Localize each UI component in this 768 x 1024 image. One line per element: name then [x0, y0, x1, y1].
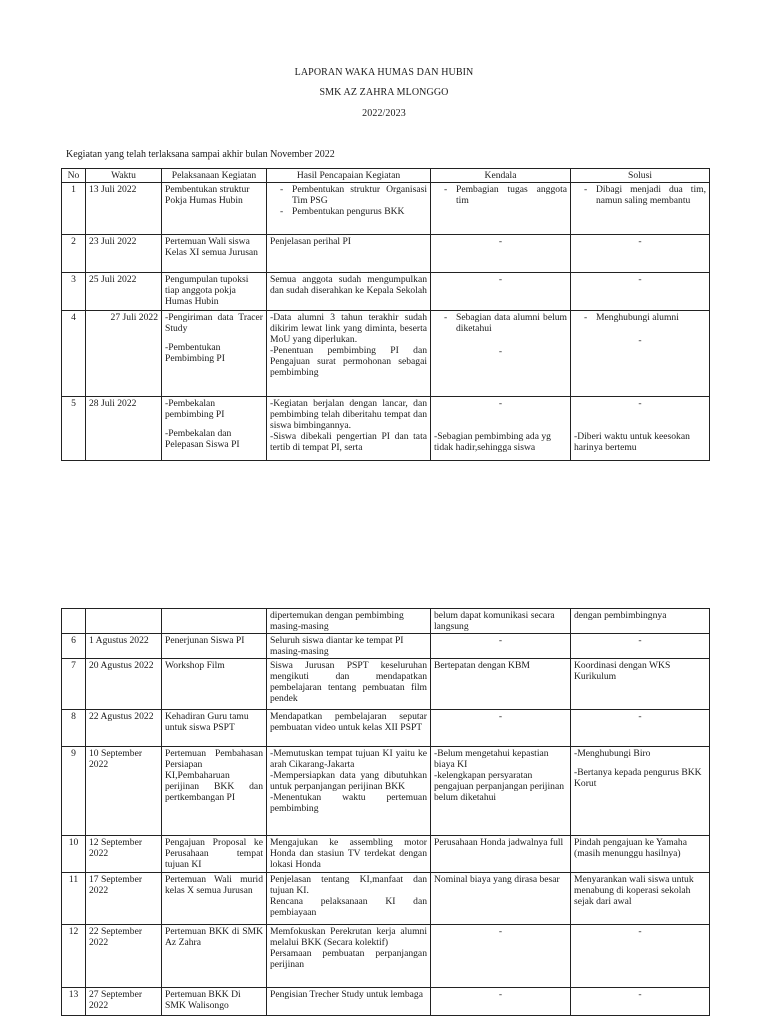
- row-solusi: -: [571, 235, 710, 273]
- cell-line: -Pembekalan dan Pelepasan Siswa PI: [165, 428, 240, 450]
- cell-line: Rencana pelaksanaan KI dan pembiayaan: [270, 896, 427, 918]
- table-row: [62, 397, 710, 461]
- cell-line: -Penentuan pembimbing PI dan Pengajuan surat permohonan sebagai pembimbing: [270, 345, 427, 378]
- row-hasil: [267, 183, 431, 235]
- row-solusi: -: [571, 925, 710, 988]
- row-waktu: 13 Juli 2022: [86, 183, 162, 235]
- table-row: [62, 925, 710, 988]
- cell-line: -Kegiatan berjalan dengan lancar, dan pembimbing telah diberitahu tempat dan siswa bimbingannya.: [270, 398, 427, 431]
- row-solusi: dengan pembimbingnya: [571, 609, 710, 634]
- row-hasil: Seluruh siswa diantar ke tempat PI masing-masing: [267, 634, 431, 659]
- row-waktu: 23 Juli 2022: [86, 235, 162, 273]
- row-pelaksanaan: Pertemuan Wali siswa Kelas XI semua Jurusan: [162, 235, 267, 273]
- table-row: [62, 634, 710, 659]
- row-no: 4: [62, 311, 86, 397]
- row-waktu: 25 Juli 2022: [86, 273, 162, 311]
- school-name: SMK AZ ZAHRA MLONGGO: [319, 87, 449, 98]
- table-row: [62, 183, 710, 235]
- row-hasil: Penjelasan perihal PI: [267, 235, 431, 273]
- row-kendala: Perusahaan Honda jadwalnya full: [431, 836, 571, 873]
- row-kendala: [431, 747, 571, 836]
- row-hasil: [267, 311, 431, 397]
- row-waktu: 20 Agustus 2022: [86, 659, 162, 710]
- table-row: [62, 659, 710, 710]
- cell-line: -kelengkapan persyaratan pengajuan perpanjangan perijinan belum diketahui: [434, 770, 564, 803]
- row-solusi: Menyarankan wali siswa untuk menabung di koperasi sekolah sejak dari awal: [571, 873, 710, 925]
- row-pelaksanaan: Pembentukan struktur Pokja Humas Hubin: [162, 183, 267, 235]
- cell-line: -: [638, 398, 642, 409]
- list-item: - Pembentukan pengurus BKK: [292, 206, 427, 217]
- cell-line: -Menentukan waktu pertemuan pembimbing: [270, 792, 427, 814]
- row-pelaksanaan: Pengumpulan tupoksi tiap anggota pokja Humas Hubin: [162, 273, 267, 311]
- report-title: LAPORAN WAKA HUMAS DAN HUBIN: [294, 67, 474, 78]
- table-row: [62, 988, 710, 1016]
- table-row: [62, 273, 710, 311]
- row-kendala: Bertepatan dengan KBM: [431, 659, 571, 710]
- row-no: 12: [62, 925, 86, 988]
- cell-line: -Bertanya kepada pengurus BKK Korut: [574, 767, 702, 789]
- cell-line: -Mempersiapkan data yang dibutuhkan untuk perpanjangan perijinan BKK: [270, 770, 427, 792]
- row-no: 7: [62, 659, 86, 710]
- table-row-continuation: [62, 609, 710, 634]
- row-solusi: Pindah pengajuan ke Yamaha (masih menunggu hasilnya): [571, 836, 710, 873]
- col-header-waktu: Waktu: [86, 169, 162, 183]
- row-kendala: [431, 397, 571, 461]
- row-pelaksanaan: Pengajuan Proposal ke Perusahaan tempat tujuan KI: [162, 836, 267, 873]
- cell-line: -: [638, 335, 642, 346]
- row-no: 13: [62, 988, 86, 1016]
- cell-line: Penjelasan tentang KI,manfaat dan tujuan KI.: [270, 874, 427, 896]
- row-hasil: dipertemukan dengan pembimbing masing-masing: [267, 609, 431, 634]
- row-waktu: 22 Agustus 2022: [86, 710, 162, 747]
- row-solusi: [571, 747, 710, 836]
- cell-line: -: [498, 398, 503, 409]
- cell-line: -Memutuskan tempat tujuan KI yaitu ke arah Cikarang-Jakarta: [270, 748, 427, 770]
- col-header-pelaksanaan: Pelaksanaan Kegiatan: [162, 169, 267, 183]
- list-item: - Sebagian data alumni belum diketahui: [456, 312, 567, 334]
- row-pelaksanaan: Pertemuan Pembahasan Persiapan KI,Pembaharuan perijinan BKK dan pertkembangan PI: [162, 747, 267, 836]
- table-row: [62, 747, 710, 836]
- row-waktu: 1 Agustus 2022: [86, 634, 162, 659]
- cell-line: -Belum mengetahui kepastian biaya KI: [434, 748, 549, 770]
- list-item: - Pembagian tugas anggota tim: [456, 184, 567, 206]
- row-pelaksanaan: Pertemuan Wali murid kelas X semua Jurusan: [162, 873, 267, 925]
- table-row: [62, 836, 710, 873]
- list-item: - Pembentukan struktur Organisasi Tim PSG: [292, 184, 427, 206]
- row-no: 11: [62, 873, 86, 925]
- row-solusi: [571, 311, 710, 397]
- cell-line: -Menghubungi Biro: [574, 748, 651, 759]
- row-kendala: -: [431, 925, 571, 988]
- row-solusi: [571, 183, 710, 235]
- table-row: [62, 311, 710, 397]
- row-solusi: -: [571, 988, 710, 1016]
- row-hasil: Mendapatkan pembelajaran seputar pembuatan video untuk kelas XII PSPT: [267, 710, 431, 747]
- table-row: [62, 710, 710, 747]
- school-year: 2022/2023: [362, 108, 406, 119]
- row-solusi: -: [571, 273, 710, 311]
- row-waktu: 12 September 2022: [86, 836, 162, 873]
- row-pelaksanaan: Pertemuan BKK Di SMK Walisongo: [162, 988, 267, 1016]
- cell-line: -Diberi waktu untuk keesokan harinya bertemu: [574, 431, 690, 453]
- row-solusi: -: [571, 710, 710, 747]
- row-solusi: [571, 397, 710, 461]
- row-hasil: Pengisian Trecher Study untuk lembaga: [267, 988, 431, 1016]
- row-hasil: [267, 925, 431, 988]
- row-solusi: -: [571, 634, 710, 659]
- cell-line: -Siswa dibekali pengertian PI dan tata tertib di tempat PI, serta: [270, 431, 427, 453]
- row-hasil: [267, 747, 431, 836]
- row-waktu: 10 September 2022: [86, 747, 162, 836]
- row-no: 8: [62, 710, 86, 747]
- row-no: 10: [62, 836, 86, 873]
- cell-line: -Pengiriman data Tracer Study: [165, 312, 263, 334]
- row-no: 2: [62, 235, 86, 273]
- row-no: 1: [62, 183, 86, 235]
- cell-line: -Data alumni 3 tahun terakhir sudah dikirim lewat link yang diminta, beserta MoU yang diperlukan.: [270, 312, 427, 345]
- row-no: 9: [62, 747, 86, 836]
- row-pelaksanaan: Penerjunan Siswa PI: [162, 634, 267, 659]
- row-pelaksanaan: [162, 397, 267, 461]
- row-no: 6: [62, 634, 86, 659]
- intro-text: Kegiatan yang telah terlaksana sampai akhir bulan November 2022: [66, 149, 335, 160]
- activity-table-page-1: [61, 168, 710, 461]
- row-kendala: belum dapat komunikasi secara langsung: [431, 609, 571, 634]
- row-waktu: 27 Juli 2022: [86, 311, 162, 397]
- row-pelaksanaan: Pertemuan BKK di SMK Az Zahra: [162, 925, 267, 988]
- col-header-solusi: Solusi: [571, 169, 710, 183]
- row-pelaksanaan: [162, 311, 267, 397]
- row-waktu: 22 September 2022: [86, 925, 162, 988]
- row-kendala: -: [431, 988, 571, 1016]
- list-item: - Dibagi menjadi dua tim, namun saling membantu: [596, 184, 706, 206]
- row-pelaksanaan: Kehadiran Guru tamu untuk siswa PSPT: [162, 710, 267, 747]
- row-kendala: -: [431, 710, 571, 747]
- row-waktu: 27 September 2022: [86, 988, 162, 1016]
- table-row: [62, 235, 710, 273]
- cell-line: -Pembentukan Pembimbing PI: [165, 342, 225, 364]
- row-hasil: Semua anggota sudah mengumpulkan dan sudah diserahkan ke Kepala Sekolah: [267, 273, 431, 311]
- row-no: 3: [62, 273, 86, 311]
- row-hasil: Mengajukan ke assembling motor Honda dan stasiun TV terdekat dengan lokasi Honda: [267, 836, 431, 873]
- row-waktu: 28 Juli 2022: [86, 397, 162, 461]
- col-header-no: No: [62, 169, 86, 183]
- row-kendala: [431, 183, 571, 235]
- row-solusi: Koordinasi dengan WKS Kurikulum: [571, 659, 710, 710]
- row-hasil: [267, 397, 431, 461]
- col-header-kendala: Kendala: [431, 169, 571, 183]
- cell-line: Persamaan pembuatan perpanjangan perijinan: [270, 948, 427, 970]
- cell-line: -: [498, 346, 503, 357]
- row-waktu: 17 September 2022: [86, 873, 162, 925]
- activity-table-page-2: [61, 608, 710, 1016]
- cell-line: Memfokuskan Perekrutan kerja alumni melalui BKK (Secara kolektif): [270, 926, 427, 948]
- row-kendala: Nominal biaya yang dirasa besar: [431, 873, 571, 925]
- col-header-hasil: Hasil Pencapaian Kegiatan: [267, 169, 431, 183]
- table-row: [62, 873, 710, 925]
- table-header-row: [62, 169, 710, 183]
- row-pelaksanaan: Workshop Film: [162, 659, 267, 710]
- list-item: - Menghubungi alumni: [596, 312, 706, 323]
- cell-line: -Sebagian pembimbing ada yg tidak hadir,sehingga siswa: [434, 431, 551, 453]
- row-kendala: [431, 311, 571, 397]
- row-no: 5: [62, 397, 86, 461]
- cell-line: -Pembekalan pembimbing PI: [165, 398, 225, 420]
- row-kendala: -: [431, 634, 571, 659]
- row-kendala: -: [431, 273, 571, 311]
- row-kendala: -: [431, 235, 571, 273]
- row-hasil: Siswa Jurusan PSPT keseluruhan mengikuti dan mendapatkan pembelajaran tentang pembuatan film pendek: [267, 659, 431, 710]
- row-hasil: [267, 873, 431, 925]
